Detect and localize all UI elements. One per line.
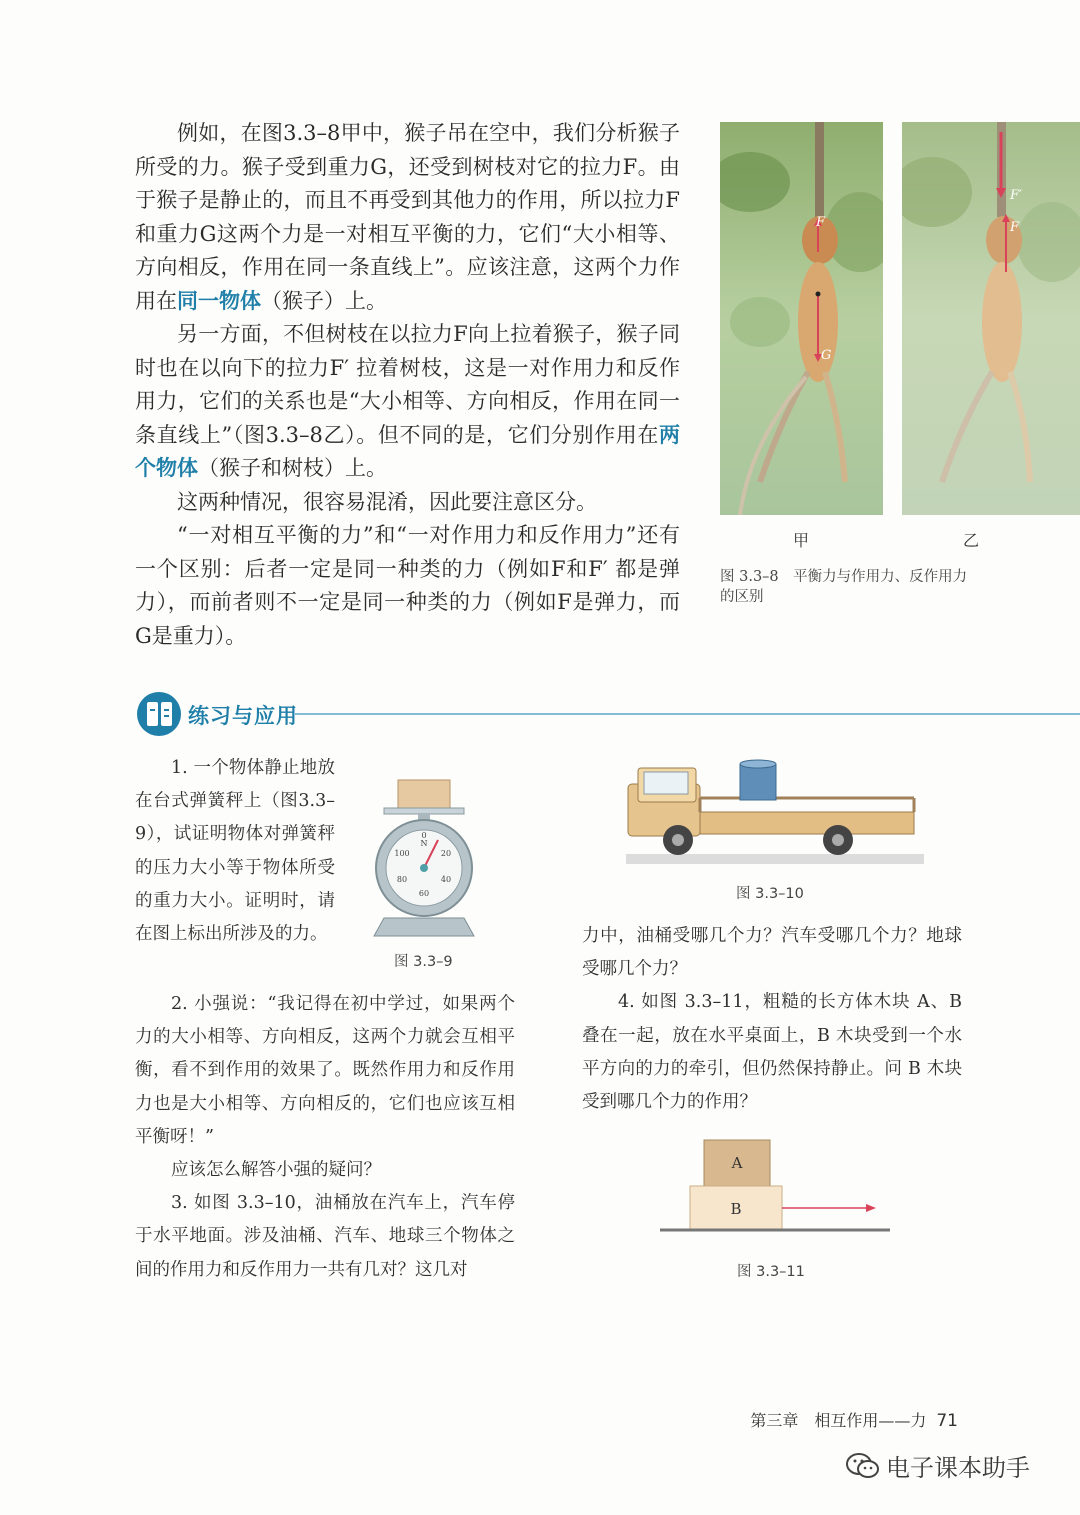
figure-3-3-8-caption: 图 3.3–8 平衡力与作用力、反作用力的区别 [720,569,968,605]
block-b-label: B [730,1200,742,1218]
force-label-F: F [816,215,826,230]
dial-tick-0: 0 [421,831,427,840]
highlight-same-object: 同一物体 [177,288,261,313]
exercise-1: 1. 一个物体静止地放在台式弹簧秤上（图3.3–9），试证明物体对弹簧秤的压力大小等于物体所受的重力大小。证明时，请在图上标出所涉及的力。 [135,758,335,945]
page-footer [750,1408,958,1431]
monkey-photo-b [902,122,1080,515]
chapter-title: 第三章 相互作用——力 [750,1411,927,1430]
force-label-G: G [821,348,832,363]
dial-tick-80: 80 [396,875,408,884]
blocks-figure [660,1138,890,1240]
page-number: 71 [936,1411,958,1431]
wechat-icon [846,1452,880,1480]
figure-3-3-10-caption: 图 3.3–10 [736,886,804,902]
figure-label-b: 乙 [963,531,980,550]
force-label-Fprime: F′ [1010,188,1022,203]
exercise-2-3 [135,988,515,1287]
watermark-text: 电子课本助手 [886,1454,1030,1482]
highlight-two-objects: 两个物体 [135,422,680,480]
exercise-3-continued: 力中，油桶受哪几个力？汽车受哪几个力？地球受哪几个力？ [582,926,962,980]
force-label-F-b: F [1010,220,1020,235]
figure-3-3-9-caption: 图 3.3–9 [394,954,453,970]
dial-tick-100: 100 [394,849,410,858]
spring-scale-figure [370,778,480,938]
dial-tick-40: 40 [440,875,452,884]
block-a-label: A [731,1154,743,1172]
exercise-2-question: 应该怎么解答小强的疑问？ [171,1160,381,1181]
paragraph-1: 例如，在图3.3–8甲中，猴子吊在空中，我们分析猴子所受的力。猴子受到重力G，还受到树枝对它的拉力F。由于猴子是静止的，而且不再受到其他力的作用，所以拉力F和重力G这两个力是一对相互平衡的力，它们“大小相等、方向相反，作用在同一条直线上”。应该注意，这两个力作用在同一物体（猴子）上。 [135,121,680,313]
figure-3-3-11-caption: 图 3.3–11 [737,1264,805,1280]
monkey-photo-a [720,122,883,515]
paragraph-3: 这两种情况，很容易混淆，因此要注意区分。 [177,489,597,514]
exercise-4: 4. 如图 3.3–11，粗糙的长方体木块 A、B 叠在一起，放在水平桌面上，B 木块受到一个水平方向的力的牵引，但仍然保持静止。问 B 木块受到哪几个力的作用？ [582,992,962,1113]
dial-tick-20: 20 [440,849,452,858]
figure-label-a: 甲 [793,531,810,550]
dial-unit: N [420,839,428,848]
section-title: 练习与应用 [188,704,298,728]
paragraph-2: 另一方面，不但树枝在以拉力F向上拉着猴子，猴子同时也在以向下的拉力F′ 拉着树枝，这是一对作用力和反作用力，它们的关系也是“大小相等、方向相反，作用在同一条直线上”（图3.3–8乙）。但不同的是，它们分别作用在两个物体（猴子和树枝）上。 [135,322,680,480]
exercise-2: 2. 小强说：“我记得在初中学过，如果两个力的大小相等、方向相反，这两个力就会互相平衡，看不到作用的效果了。既然作用力和反作用力也是大小相等、方向相反的，它们也应该互相平衡呀！” [135,994,515,1147]
paragraph-4: “一对相互平衡的力”和“一对作用力和反作用力”还有一个区别：后者一定是同一种类的力（例如F和F′ 都是弹力），而前者则不一定是同一种类的力（例如F是弹力，而G是重力）。 [135,523,680,648]
exercise-3-4 [582,920,962,1119]
dial-tick-60: 60 [418,889,430,898]
exercise-3: 3. 如图 3.3–10，油桶放在汽车上，汽车停于水平地面。涉及油桶、汽车、地球三个物体之间的作用力和反作用力一共有几对？这几对 [135,1193,515,1280]
truck-figure [616,756,924,864]
watermark [846,1448,1030,1483]
main-text [135,117,680,653]
